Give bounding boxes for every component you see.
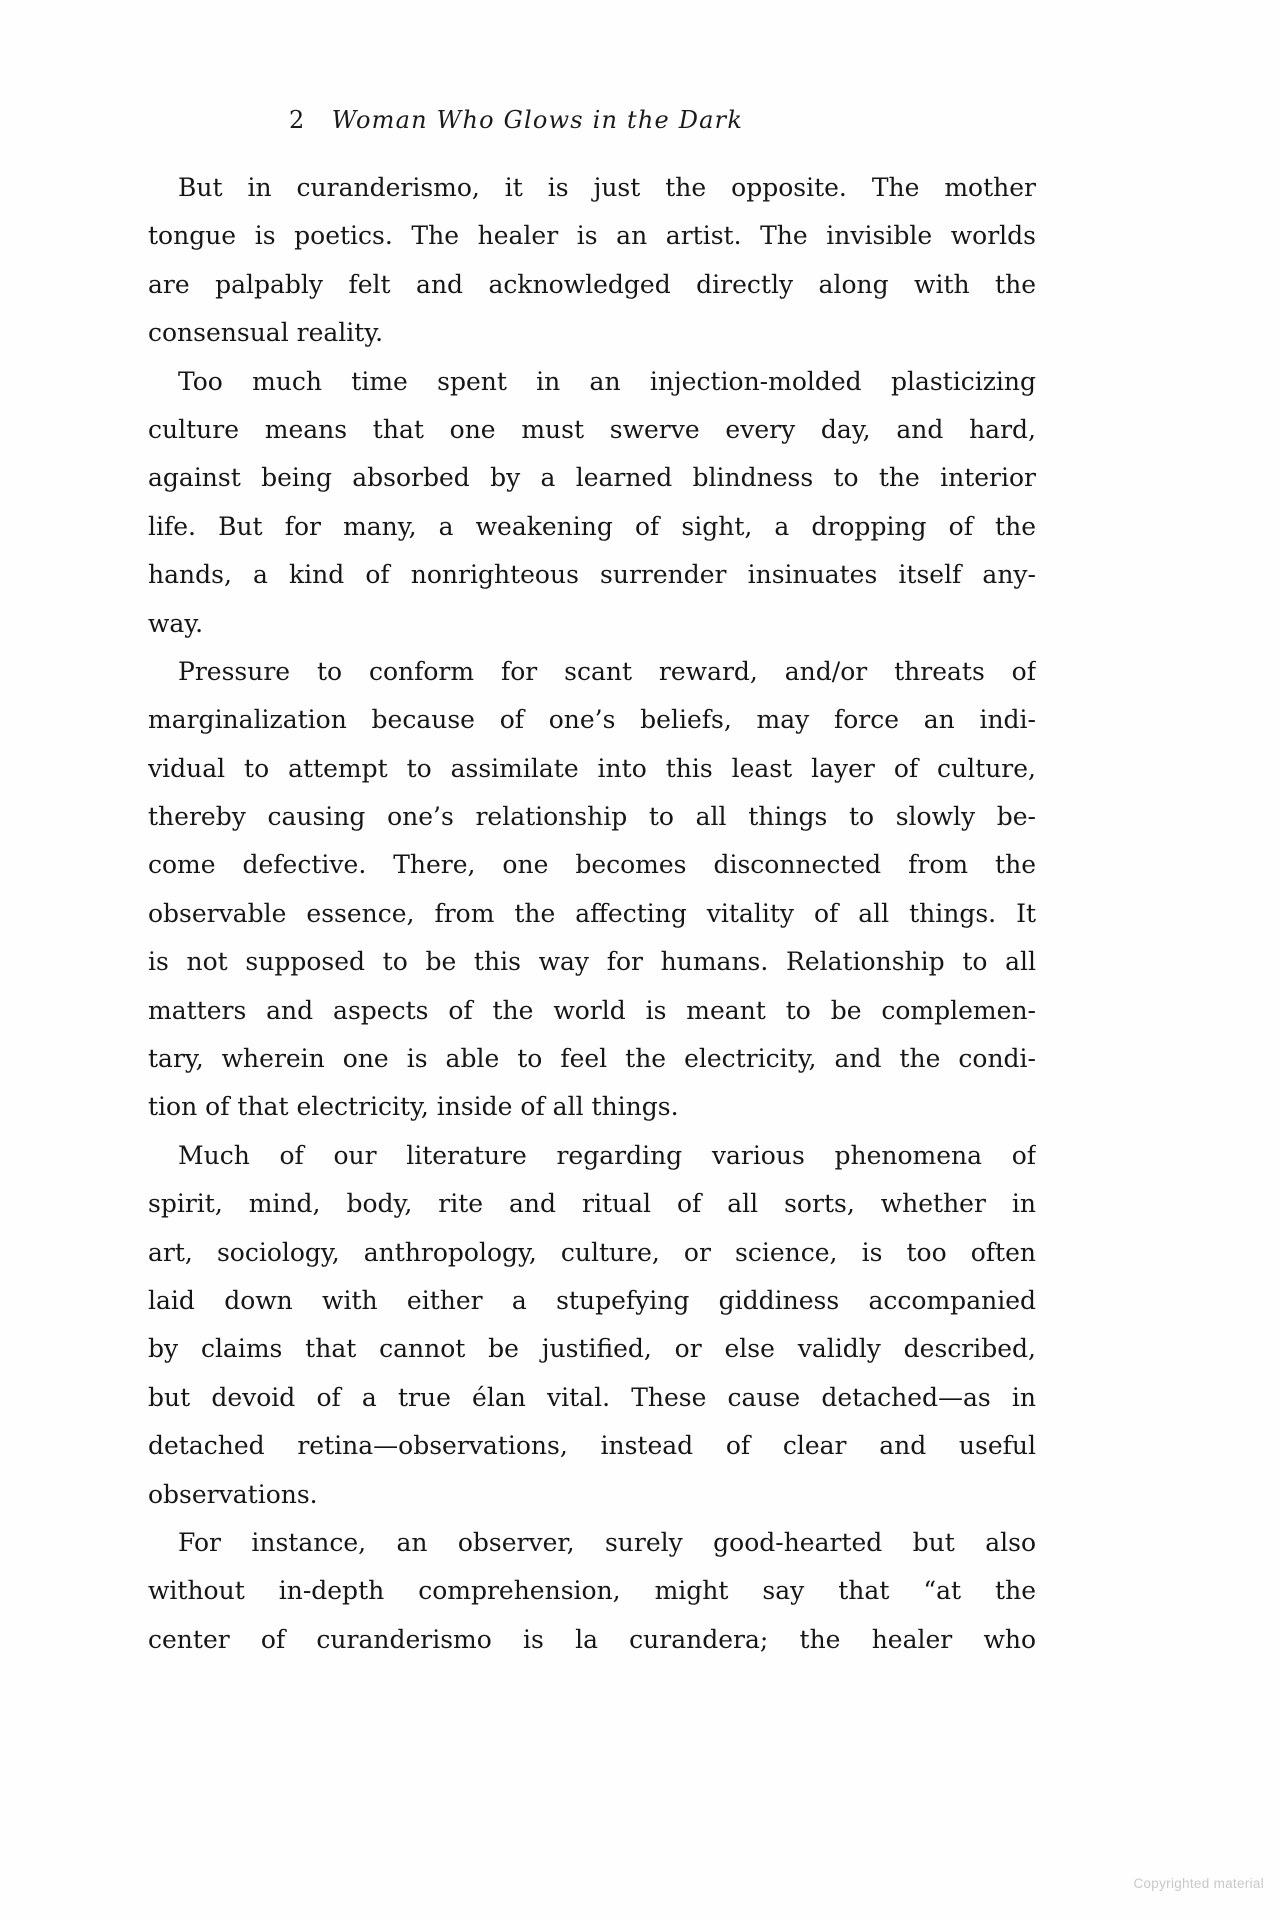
text-line: observations.	[148, 1479, 318, 1509]
text-line: culture means that one must swerve every day, and hard,	[148, 414, 1036, 444]
text-line: but devoid of a true élan vital. These cause detached—as in	[148, 1382, 1036, 1412]
text-line: without in-depth comprehension, might say that “at the	[148, 1576, 1036, 1606]
text-line: observable essence, from the affecting vitality of all things. It	[148, 898, 1036, 928]
paragraph	[148, 1519, 1036, 1664]
text-line: detached retina—observations, instead of clear and useful	[148, 1431, 1036, 1461]
text-line: consensual reality.	[148, 318, 384, 348]
paragraph	[148, 358, 1036, 648]
text-line: thereby causing one’s relationship to all things to slowly be-	[148, 802, 1036, 832]
paragraph	[148, 1132, 1036, 1519]
text-line: But in curanderismo, it is just the opposite. The mother	[178, 173, 1036, 202]
text-line: spirit, mind, body, rite and ritual of all sorts, whether in	[148, 1189, 1036, 1219]
text-line: against being absorbed by a learned blindness to the interior	[148, 463, 1036, 493]
text-line: tary, wherein one is able to feel the electricity, and the condi-	[148, 1044, 1036, 1074]
text-line: way.	[148, 608, 204, 638]
text-line: marginalization because of one’s beliefs, may force an indi-	[148, 705, 1036, 735]
text-line: For instance, an observer, surely good-hearted but also	[178, 1527, 1036, 1557]
text-line: tion of that electricity, inside of all things.	[148, 1092, 679, 1122]
text-line: matters and aspects of the world is meant to be complemen-	[148, 995, 1036, 1025]
text-line: center of curanderismo is la curandera; the healer who	[148, 1624, 1036, 1654]
text-line: laid down with either a stupefying giddiness accompanied	[148, 1285, 1036, 1315]
text-line: tongue is poetics. The healer is an artist. The invisible worlds	[148, 221, 1036, 251]
text-line: art, sociology, anthropology, culture, or science, is too often	[148, 1237, 1036, 1267]
text-line: Much of our literature regarding various phenomena of	[178, 1140, 1036, 1170]
text-line: vidual to attempt to assimilate into this least layer of culture,	[148, 753, 1036, 783]
text-line: by claims that cannot be justified, or else validly described,	[148, 1334, 1036, 1364]
text-line: is not supposed to be this way for humans. Relationship to all	[148, 947, 1036, 977]
text-line: hands, a kind of nonrighteous surrender insinuates itself any-	[148, 560, 1036, 590]
text-line: life. But for many, a weakening of sight, a dropping of the	[148, 511, 1036, 541]
paragraph	[148, 164, 1036, 358]
text-line: Pressure to conform for scant reward, and/or threats of	[178, 656, 1036, 686]
copyright-watermark: Copyrighted material	[1133, 1876, 1264, 1891]
text-line: come defective. There, one becomes disconnected from the	[148, 850, 1036, 880]
paragraph	[148, 648, 1036, 1132]
running-header-title: Woman Who Glows in the Dark	[331, 106, 744, 134]
text-line: Too much time spent in an injection-molded plasticizing	[178, 366, 1036, 396]
page-number: 2	[289, 106, 305, 134]
running-header	[289, 106, 743, 134]
text-block	[148, 164, 1036, 1664]
text-line: are palpably felt and acknowledged directly along with the	[148, 269, 1036, 299]
